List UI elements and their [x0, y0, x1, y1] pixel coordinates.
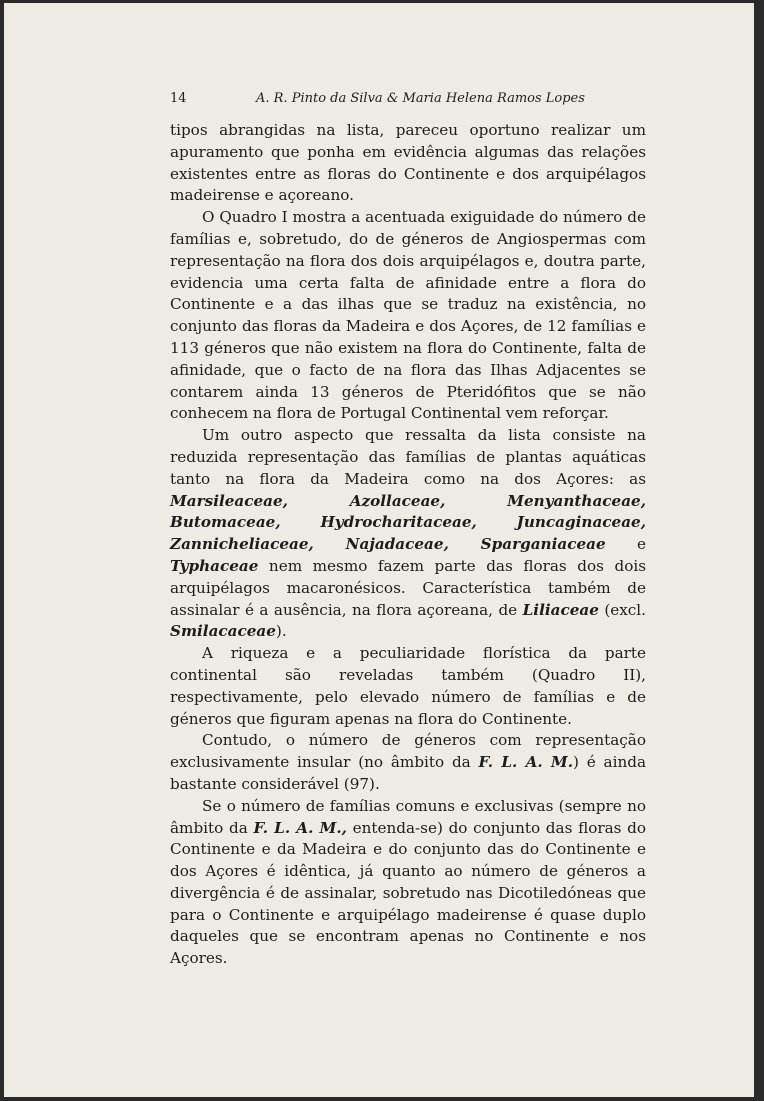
flam-abbreviation: F. L. A. M.	[478, 753, 574, 772]
paragraph-6-text-1: Se o número de famílias comuns e exclusivas (sempre no âmbito da	[170, 796, 646, 837]
flam-abbreviation: F. L. A. M.,	[253, 818, 347, 837]
paragraph-3-text-1: Um outro aspecto que ressalta da lista consiste na reduzida representação das famílias de plantas aquáticas tanto na flora da Madeira como na dos Açores: as	[170, 426, 646, 488]
paragraph-4: A riqueza e a peculiaridade florística da parte continental são reveladas também (Quadro II), respectivamente, pelo elevado número de famílias e de géneros que figuram apenas na flora do Continente.	[170, 644, 646, 728]
paragraph-3-text-4: (excl.	[598, 600, 646, 619]
paragraph-3-text-2: e	[605, 535, 646, 554]
body-text	[170, 120, 646, 970]
running-title: A. R. Pinto da Silva & Maria Helena Ramos Lopes	[256, 91, 585, 106]
paragraph-5	[170, 730, 646, 795]
paragraph-1: tipos abrangidas na lista, pareceu oportuno realizar um apuramento que ponha em evidência algumas das relações existentes entre as floras do Continente e dos arquipélagos madeirense e açoreano.	[170, 121, 646, 205]
paragraph-6	[170, 796, 646, 970]
book-page	[4, 3, 754, 1097]
paragraph-6-text-2: entenda-se) do conjunto das floras do Continente e da Madeira e do conjunto das do Continente e dos Açores é idêntica, já quanto ao número de géneros a divergência é de assinalar, sobretudo nas Dicotiledóneas que para o Continente e arquipélago madeirense é quase duplo daqueles que se encontram apenas no Continente e nos Açores.	[170, 818, 647, 968]
taxon-liliaceae: Liliaceae	[522, 600, 599, 619]
paragraph-2: O Quadro I mostra a acentuada exiguidade do número de famílias e, sobretudo, do de géneros de Angiospermas com representação na flora dos dois arquipélagos e, doutra parte, evidencia uma certa falta de afinidade entre a flora do Continente e a das ilhas que se traduz na existência, no conjunto das floras da Madeira e dos Açores, de 12 famílias e 113 géneros que não existem na flora do Continente, falta de afinidade, que o facto de na flora das Ilhas Adjacentes se contarem ainda 13 géneros de Pteridófitos que se não conhecem na flora de Portugal Continental vem reforçar.	[170, 208, 646, 423]
page-number: 14	[170, 91, 187, 106]
paragraph-5-text-2: ) é ainda bastante considerável (97).	[170, 753, 646, 793]
paragraph-3-text-3: nem mesmo fazem parte das floras dos dois arquipélagos macaronésicos. Característica também de assinalar é a ausência, na flora açoreana, de	[170, 556, 646, 619]
paragraph-5-text-1: Contudo, o número de géneros com representação exclusivamente insular (no âmbito da	[170, 731, 646, 772]
paragraph-3-text-5: ).	[275, 622, 287, 641]
taxon-smilacaceae: Smilacaceae	[170, 622, 276, 641]
taxon-typhaceae: Typhaceae	[170, 556, 259, 575]
taxon-list-aquatic: Marsileaceae, Azollaceae, Menyanthaceae, Butomaceae, Hydrocharitaceae, Juncaginaceae, Zannicheliaceae, Najadaceae, Sparganiaceae	[170, 491, 646, 554]
paragraph-3	[170, 425, 646, 643]
